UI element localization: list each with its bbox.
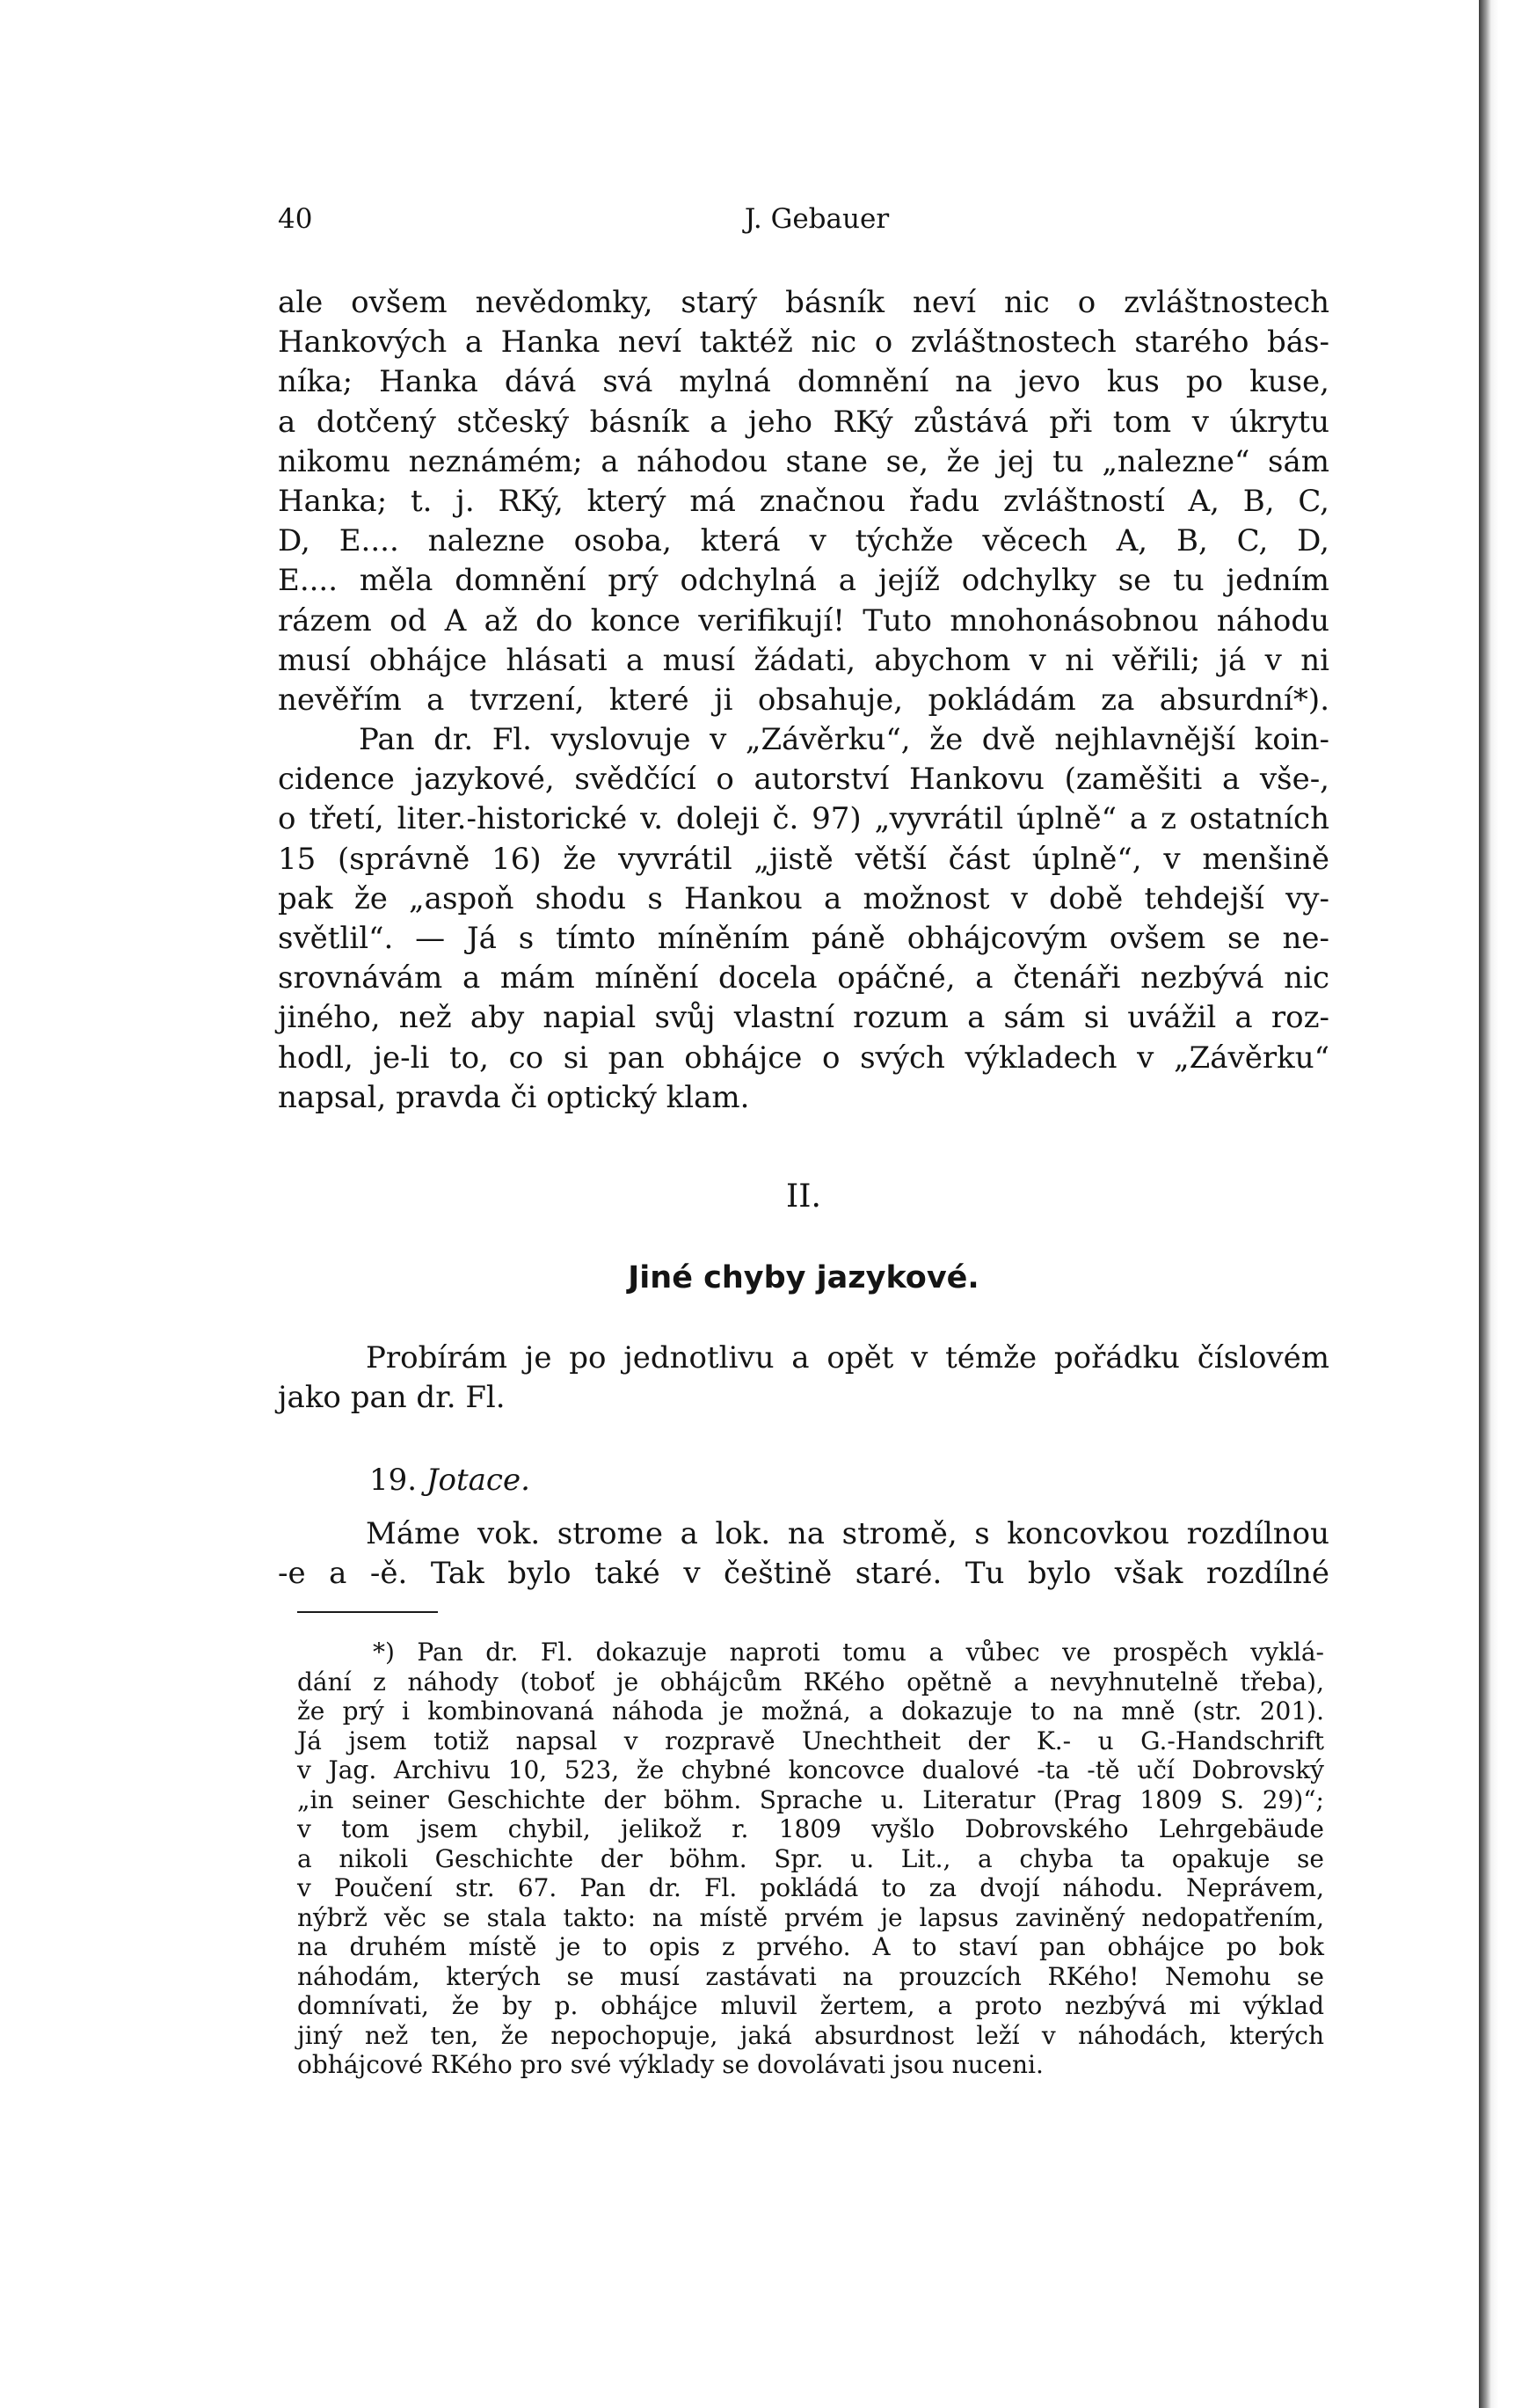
page-number: 40 — [278, 203, 313, 235]
paragraph-line: napsal, pravda či optický klam. — [278, 1079, 750, 1115]
paragraph-line: -e a -ě. Tak bylo také v češtině staré. Tu bylo však rozdílné — [278, 1556, 1329, 1592]
section-title: Jiné chyby jazykové. — [628, 1260, 979, 1295]
footnote-line: obhájcové RKého pro své výklady se dovolávati jsou nuceni. — [297, 2050, 1044, 2079]
paragraph-line: a dotčený stčeský básník a jeho RKý zůstává při tom v úkrytu — [278, 404, 1329, 440]
running-header — [278, 197, 1329, 241]
paragraph-3 — [278, 1339, 1329, 1418]
paragraph-line: ale ovšem nevědomky, starý básník neví nic o zvláštnostech — [278, 285, 1329, 320]
footnote-line: „in seiner Geschichte der böhm. Sprache u. Literatur (Prag 1809 S. 29)“; — [297, 1784, 1324, 1814]
paragraph-line: rázem od A až do konce verifikují! Tuto mnohonásobnou náhodu — [278, 602, 1329, 638]
footnote-line: náhodám, kterých se musí zastávati na prouzcích RKého! Nemohu se — [297, 1961, 1324, 1991]
subheading — [369, 1458, 530, 1502]
footnote-line: a nikoli Geschichte der böhm. Spr. u. Lit., a chyba ta opakuje se — [297, 1843, 1324, 1873]
section-number: II. — [786, 1178, 821, 1215]
footnote-line: nýbrž věc se stala takto: na místě prvém je lapsus zaviněný nedopatřením, — [297, 1902, 1324, 1932]
footnote-line: že prý i kombinovaná náhoda je možná, a dokazuje to na mně (str. 201). — [297, 1697, 1324, 1726]
footnote — [297, 1638, 1324, 2080]
paragraph-line: jako pan dr. Fl. — [278, 1380, 506, 1416]
subheading-number: 19. — [369, 1463, 418, 1498]
paragraph-1 — [278, 283, 1329, 720]
paragraph-line: hodl, je-li to, co si pan obhájce o svých výkladech v „Závěrku“ — [278, 1040, 1329, 1076]
footnote-line: *) Pan dr. Fl. dokazuje naproti tomu a vůbec ve prospěch vyklá- — [373, 1638, 1324, 1667]
paragraph-line: srovnávám a mám mínění docela opáčné, a čtenáři nezbývá nic — [278, 960, 1329, 996]
running-head-author: J. Gebauer — [744, 203, 890, 235]
paragraph-line: nevěřím a tvrzení, které ji obsahuje, pokládám za absurdní*). — [278, 682, 1329, 719]
footnote-line: Já jsem totiž napsal v rozpravě Unechtheit der K.- u G.-Handschrift — [297, 1726, 1324, 1755]
paragraph-4 — [278, 1514, 1329, 1594]
footnote-line: domnívati, že by p. obhájce mluvil žertem, a proto nezbývá mi výklad — [297, 1991, 1324, 2020]
footnote-line: jiný než ten, že nepochopuje, jaká absurdnost leží v náhodách, kterých — [297, 2020, 1324, 2050]
paragraph-line: Probírám je po jednotlivu a opět v témže pořádku číslovém — [366, 1340, 1329, 1375]
paragraph-line: světlil“. — Já s tímto míněním páně obhájcovým ovšem se ne- — [278, 921, 1329, 957]
paragraph-2 — [278, 720, 1329, 1118]
paragraph-line: pak že „aspoň shodu s Hankou a možnost v době tehdejší vy- — [278, 880, 1329, 916]
paragraph-line: cidence jazykové, svědčící o autorství Hankovu (zaměšiti a vše-, — [278, 762, 1329, 798]
footnote-line: v tom jsem chybil, jelikož r. 1809 vyšlo Dobrovského Lehrgebäude — [297, 1814, 1324, 1843]
paragraph-line: Máme vok. strome a lok. na stromě, s koncovkou rozdílnou — [366, 1516, 1329, 1551]
page-scan-edge — [1479, 0, 1529, 2408]
paragraph-line: jiného, než aby napial svůj vlastní rozum a sám si uvážil a roz- — [278, 1000, 1329, 1036]
footnote-line: na druhém místě je to opis z prvého. A to staví pan obhájce po bok — [297, 1932, 1324, 1961]
footnote-line: v Jag. Archivu 10, 523, že chybné koncovce dualové -ta -tě učí Dobrovský — [297, 1755, 1324, 1784]
paragraph-line: D, E.... nalezne osoba, která v týchže věcech A, B, C, D, — [278, 523, 1329, 559]
paragraph-line: Hanka; t. j. RKý, který má značnou řadu zvláštností A, B, C, — [278, 484, 1329, 520]
subheading-title: Jotace. — [426, 1463, 530, 1498]
paragraph-line: níka; Hanka dává svá mylná domnění na jevo kus po kuse, — [278, 364, 1329, 400]
paragraph-line: Pan dr. Fl. vyslovuje v „Závěrku“, že dvě nejhlavnější koin- — [359, 722, 1329, 757]
footnote-line: v Poučení str. 67. Pan dr. Fl. pokládá to za dvojí náhodu. Neprávem, — [297, 1873, 1324, 1902]
footnote-rule — [297, 1611, 438, 1613]
paragraph-line: Hankových a Hanka neví taktéž nic o zvláštnostech starého bás- — [278, 325, 1329, 361]
paragraph-line: nikomu neznámém; a náhodou stane se, že jej tu „nalezne“ sám — [278, 443, 1329, 479]
footnote-line: dání z náhody (toboť je obhájcům RKého opětně a nevyhnutelně třeba), — [297, 1667, 1324, 1697]
paragraph-line: E.... měla domnění prý odchylná a jejíž odchylky se tu jedním — [278, 563, 1329, 599]
paragraph-line: musí obhájce hlásati a musí žádati, abychom v ni věřili; já v ni — [278, 642, 1329, 678]
paragraph-line: o třetí, liter.-historické v. doleji č. 97) „vyvrátil úplně“ a z ostatních — [278, 801, 1329, 837]
paragraph-line: 15 (správně 16) že vyvrátil „jistě větší část úplně“, v menšině — [278, 841, 1329, 877]
